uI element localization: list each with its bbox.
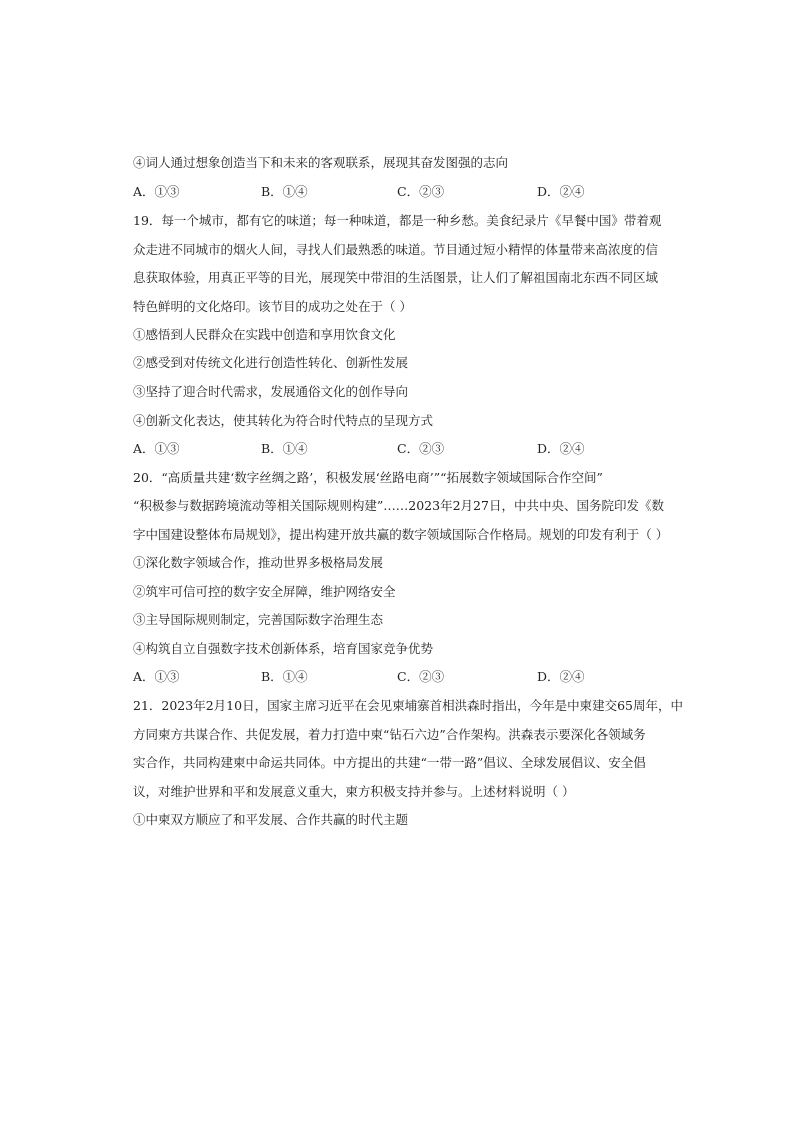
q20-options (133, 669, 693, 685)
q19-item-1: ①感悟到人民群众在实践中创造和享用饮食文化 (133, 327, 396, 342)
q20-option-d: D．②④ (537, 669, 585, 684)
q20-item-1: ①深化数字领域合作，推动世界多极格局发展 (133, 555, 384, 570)
q19-item-2: ②感受到对传统文化进行创造性转化、创新性发展 (133, 355, 409, 370)
q19-stem-line-2: 众走进不同城市的烟火人间，寻找人们最熟悉的味道。节目通过短小精悍的体量带来高浓度的信 (133, 242, 659, 257)
q21-stem-line-3: 实合作，共同构建柬中命运共同体。中方提出的共建“一带一路”倡议、全球发展倡议、安全倡 (133, 755, 646, 770)
q20-stem-line-3: 字中国建设整体布局规划》，提出构建开放共赢的数字领域国际合作格局。规划的印发有利于（ ） (133, 527, 669, 542)
q18-option-d: D．②④ (537, 184, 585, 199)
q20-item-2: ②筑牢可信可控的数字安全屏障，维护网络安全 (133, 584, 396, 599)
q19-option-d: D．②④ (537, 441, 585, 456)
q18-option-c: C．②③ (397, 184, 445, 199)
q20-option-b: B．①④ (261, 669, 308, 684)
q20-item-4: ④构筑自立自强数字技术创新体系，培育国家竞争优势 (133, 641, 434, 656)
q19-option-b: B．①④ (261, 441, 308, 456)
q19-option-a: A．①③ (133, 441, 180, 456)
q19-option-c: C．②③ (397, 441, 445, 456)
q18-option-b: B．①④ (261, 184, 308, 199)
q19-options (133, 441, 693, 457)
q21-item-1: ①中柬双方顺应了和平发展、合作共赢的时代主题 (133, 812, 409, 827)
q21-stem-line-4: 议，对维护世界和平和发展意义重大，柬方积极支持并参与。上述材料说明（ ） (133, 784, 575, 799)
q18-option-a: A．①③ (133, 184, 180, 199)
q19-stem-line-4: 特色鲜明的文化烙印。该节目的成功之处在于（ ） (133, 299, 412, 314)
q19-item-3: ③坚持了迎合时代需求，发展通俗文化的创作导向 (133, 384, 409, 399)
q19-stem-line-3: 息获取体验，用真正平等的目光，展现笑中带泪的生活图景，让人们了解祖国南北东西不同区域 (133, 270, 659, 285)
q20-item-3: ③主导国际规则制定，完善国际数字治理生态 (133, 612, 384, 627)
q21-stem-line-1: 21．2023年2月10日，国家主席习近平在会见柬埔寨首相洪森时指出，今年是中柬建交65周年，中 (133, 698, 683, 713)
q20-stem-line-1: 20．“高质量共建‘数字丝绸之路’，积极发展‘丝路电商’”“拓展数字领域国际合作空间” (133, 470, 603, 485)
q18-item-4: ④词人通过想象创造当下和未来的客观联系，展现其奋发图强的志向 (133, 155, 509, 170)
q20-option-a: A．①③ (133, 669, 180, 684)
q19-stem-line-1: 19．每一个城市，都有它的味道；每一种味道，都是一种乡愁。美食纪录片《早餐中国》带着观 (133, 213, 662, 228)
q20-stem-line-2: “积极参与数据跨境流动等相关国际规则构建”……2023年2月27日，中共中央、国务院印发《数 (133, 498, 664, 513)
q19-item-4: ④创新文化表达，使其转化为符合时代特点的呈现方式 (133, 413, 434, 428)
q20-option-c: C．②③ (397, 669, 445, 684)
q18-options (133, 184, 693, 200)
q21-stem-line-2: 方同柬方共谋合作、共促发展，着力打造中柬“钻石六边”合作架构。洪森表示要深化各领域务 (133, 727, 646, 742)
